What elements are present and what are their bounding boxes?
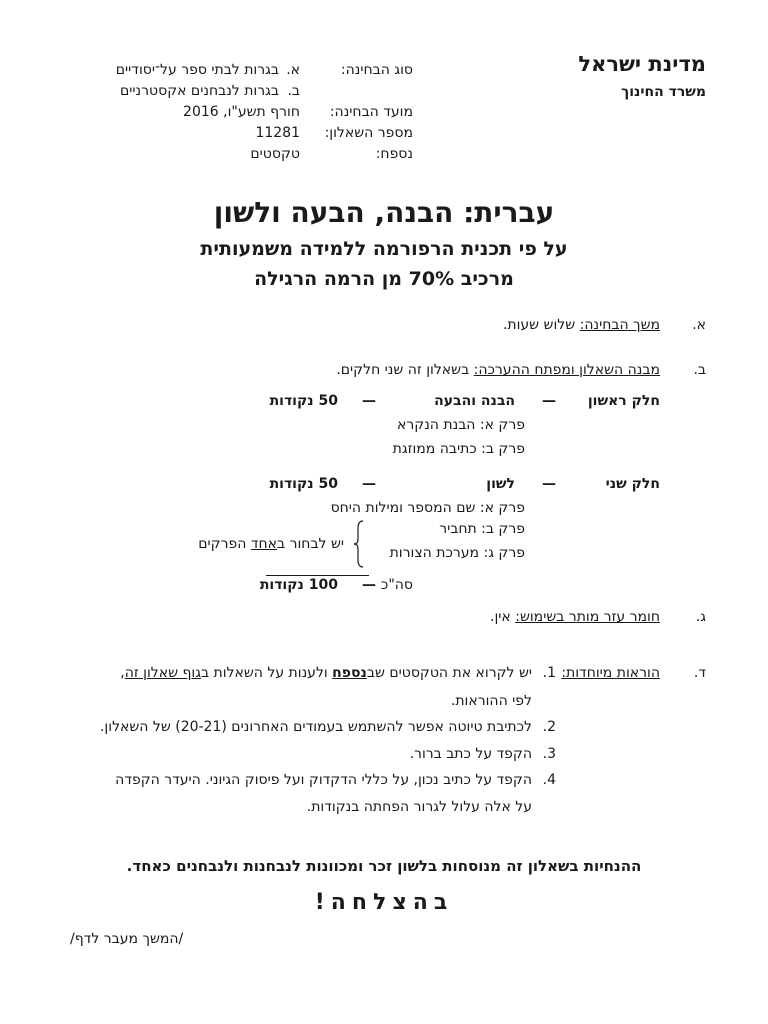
- total-points: 100 נקודות: [259, 577, 338, 593]
- total-dash: —: [362, 577, 376, 593]
- part2-chapter-b: פרק ב: תחביר: [439, 521, 525, 537]
- instruction-4-line2: על אלה עלול לגרור הפחתה בנקודות.: [306, 799, 532, 815]
- part1-name: חלק ראשון: [587, 393, 660, 409]
- section-b-label: מבנה השאלון ומפתח ההערכה:: [473, 362, 660, 378]
- choose-pre: יש לבחור ב: [277, 536, 344, 552]
- section-a-text: שלוש שעות.: [502, 317, 576, 333]
- page-title: עברית: הבנה, הבעה ולשון: [213, 196, 555, 229]
- total-label: סה"כ: [380, 577, 413, 593]
- exam-type-b-letter: ב.: [287, 83, 300, 99]
- part1-dash1: —: [542, 393, 556, 409]
- part2-dash2: —: [362, 476, 376, 492]
- instruction-1-mid: ולענות על השאלות ב: [201, 665, 333, 681]
- continue-note: /המשך מעבר לדף/: [70, 931, 184, 947]
- part2-dash1: —: [542, 476, 556, 492]
- appendix-value: טקסטים: [250, 146, 300, 162]
- instruction-4-num: 4.: [542, 772, 556, 788]
- good-luck: בהצלחה!: [314, 890, 454, 915]
- part1-dash2: —: [362, 393, 376, 409]
- instruction-1-body: גוף שאלון זה: [124, 665, 201, 681]
- state-name: מדינת ישראל: [578, 52, 706, 76]
- instruction-1-line2: לפי ההוראות.: [450, 693, 532, 709]
- section-b-letter: ב.: [693, 362, 706, 378]
- instruction-1-num: 1.: [542, 665, 556, 681]
- instruction-1: [120, 665, 532, 681]
- subtitle-component: מרכיב 70% מן הרמה הרגילה: [254, 268, 514, 290]
- choose-post: הפרקים: [198, 536, 251, 552]
- section-c-label: חומר עזר מותר בשימוש:: [515, 609, 660, 625]
- instruction-1-post: ,: [120, 665, 125, 681]
- section-c-line: [490, 609, 660, 625]
- total-rule: [266, 575, 369, 576]
- section-a-line: [503, 317, 660, 333]
- subtitle-reform: על פי תכנית הרפורמה ללמידה משמעותית: [200, 238, 568, 260]
- instruction-3-num: 3.: [542, 746, 556, 762]
- instruction-1-appendix: נספח: [332, 665, 367, 681]
- instruction-3: הקפד על כתב ברור.: [409, 746, 532, 762]
- instruction-2: לכתיבת טיוטה אפשר להשתמש בעמודים האחרונים (20-21) של השאלון.: [99, 719, 532, 735]
- part2-points: 50 נקודות: [269, 476, 338, 492]
- exam-type-a: בגרות לבתי ספר על־יסודיים: [115, 62, 279, 78]
- ministry-name: משרד החינוך: [621, 84, 706, 100]
- exam-type-label: סוג הבחינה:: [340, 62, 413, 78]
- part1-chapter-a: פרק א: הבנת הנקרא: [397, 417, 525, 433]
- choose-one-note: [198, 536, 344, 552]
- gender-note: ההנחיות בשאלון זה מנוסחות בלשון זכר ומכוונות לנבחנות ולנבחנים כאחד.: [126, 857, 642, 875]
- exam-code-label: מספר השאלון:: [324, 125, 413, 141]
- section-a-letter: א.: [692, 317, 706, 333]
- part2-topic: לשון: [486, 476, 515, 492]
- exam-code-value: 11281: [255, 125, 300, 141]
- part1-points: 50 נקודות: [269, 393, 338, 409]
- section-c-text: אין.: [490, 609, 511, 625]
- brace-icon: [354, 520, 364, 568]
- section-c-letter: ג.: [695, 609, 706, 625]
- section-b-text: בשאלון זה שני חלקים.: [336, 362, 470, 378]
- part1-chapter-b: פרק ב: כתיבה ממוזגת: [392, 441, 525, 457]
- exam-type-b: בגרות לנבחנים אקסטרניים: [119, 83, 279, 99]
- part2-chapter-c: פרק ג: מערכת הצורות: [389, 545, 525, 561]
- exam-type-a-letter: א.: [286, 62, 300, 78]
- choose-one: אחד: [250, 536, 278, 552]
- part2-chapter-a: פרק א: שם המספר ומילות היחס: [330, 500, 525, 516]
- instruction-1-pre: יש לקרוא את הטקסטים שב: [366, 665, 532, 681]
- exam-date-label: מועד הבחינה:: [329, 104, 413, 120]
- part1-topic: הבנה והבעה: [434, 393, 515, 409]
- instruction-2-num: 2.: [542, 719, 556, 735]
- section-d-label: הוראות מיוחדות:: [561, 665, 660, 681]
- appendix-label: נספח:: [375, 146, 413, 162]
- section-d-letter: ד.: [693, 665, 706, 681]
- section-b-line: [336, 362, 660, 378]
- exam-date-value: חורף תשע"ו, 2016: [183, 104, 300, 120]
- instruction-4-line1: הקפד על כתיב נכון, על כללי הדקדוק ועל פיסוק הגיוני. היעדר הקפדה: [115, 772, 532, 788]
- part2-name: חלק שני: [605, 476, 660, 492]
- section-a-label: משך הבחינה:: [579, 317, 660, 333]
